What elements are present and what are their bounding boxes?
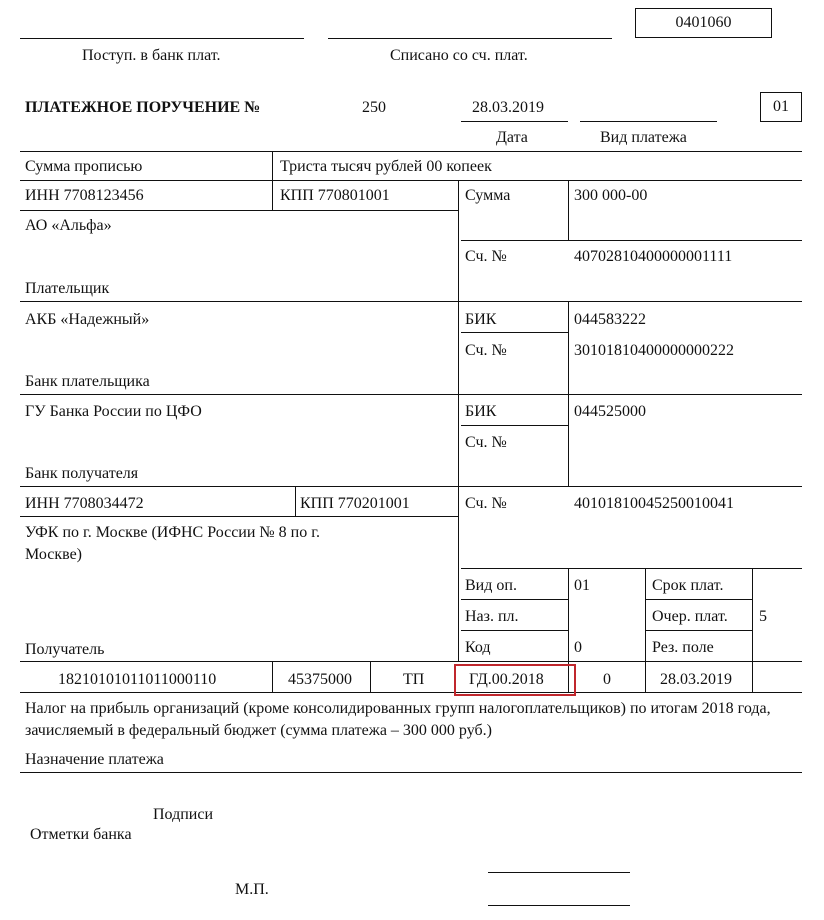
signatures-label: Подписи [153, 806, 214, 823]
payer-account-value: 40702810400000001111 [574, 248, 733, 265]
amount-label: Сумма [465, 187, 511, 204]
doc-date-value: 28.03.2019 [660, 671, 732, 688]
payer-kpp: КПП 770801001 [280, 187, 390, 204]
grid-line [20, 661, 802, 662]
amount-words-value: Триста тысяч рублей 00 копеек [280, 158, 492, 175]
grid-line [295, 486, 296, 516]
received-label: Поступ. в банк плат. [82, 47, 221, 64]
payer-bank-name: АКБ «Надежный» [25, 311, 150, 328]
grid-line [645, 568, 646, 692]
grid-line [461, 568, 802, 569]
payer-bank-account-value: 30101810400000000222 [574, 342, 734, 359]
grid-line [645, 630, 752, 631]
grid-line [461, 332, 568, 333]
grid-line [20, 692, 802, 693]
grid-line [458, 180, 459, 661]
payer-bank-bik-label: БИК [465, 311, 497, 328]
purpose-text: Налог на прибыль организаций (кроме консолидированных групп налогоплательщиков) по итогам 2018 года, зачисляемый в федеральный бюджет (сумма платежа – 300 000 руб.) [25, 700, 771, 740]
payer-bank-account-label: Сч. № [465, 342, 507, 359]
payee-bank-name: ГУ Банка России по ЦФО [25, 403, 202, 420]
grid-line [20, 772, 802, 773]
grid-line [568, 180, 569, 240]
basis-value: ТП [403, 671, 425, 688]
amount-value: 300 000-00 [574, 187, 648, 204]
payment-type-label: Вид платежа [600, 129, 687, 146]
order-label: Очер. плат. [652, 608, 728, 625]
date-label: Дата [496, 129, 528, 146]
grid-line [20, 486, 802, 487]
kbk-value: 18210101011011000110 [58, 671, 217, 688]
op-type-label: Вид оп. [465, 577, 517, 594]
grid-line [20, 180, 802, 181]
grid-line [370, 661, 371, 692]
payer-label: Плательщик [25, 280, 110, 297]
payee-account-value: 40101810045250010041 [574, 495, 734, 512]
debited-label: Списано со сч. плат. [390, 47, 528, 64]
code-value: 0 [574, 639, 582, 656]
grid-line [20, 151, 802, 152]
bank-marks-label: Отметки банка [30, 826, 132, 843]
grid-line [568, 301, 569, 394]
grid-line [645, 599, 752, 600]
order-value: 5 [759, 608, 767, 625]
debited-line [328, 38, 612, 39]
payee-bank-account-label: Сч. № [465, 434, 507, 451]
grid-line [20, 516, 458, 517]
amount-words-label: Сумма прописью [25, 158, 143, 175]
doc-number-value: 0 [603, 671, 611, 688]
grid-line [461, 425, 568, 426]
code-label: Код [465, 639, 491, 656]
grid-line [272, 661, 273, 692]
grid-line [20, 210, 458, 211]
period-highlight [454, 664, 576, 696]
document-number: 250 [362, 99, 386, 116]
purpose-label: Назначение платежа [25, 751, 164, 768]
payee-inn: ИНН 7708034472 [25, 495, 144, 512]
reserve-label: Рез. поле [652, 639, 714, 656]
grid-line [461, 630, 568, 631]
grid-line [752, 568, 753, 692]
payee-bank-bik-value: 044525000 [574, 403, 646, 420]
stamp-label: М.П. [235, 881, 269, 898]
form-code-box [635, 8, 772, 38]
grid-line [20, 394, 802, 395]
grid-line [461, 240, 802, 241]
op-type-value: 01 [574, 577, 590, 594]
signature-line-1 [488, 872, 630, 873]
payee-bank-bik-label: БИК [465, 403, 497, 420]
received-line [20, 38, 304, 39]
payee-bank-label: Банк получателя [25, 465, 139, 482]
payer-bank-bik-value: 044583222 [574, 311, 646, 328]
payee-account-label: Сч. № [465, 495, 507, 512]
date-underline [461, 121, 568, 122]
payer-account-label: Сч. № [465, 248, 507, 265]
document-date: 28.03.2019 [472, 99, 544, 116]
status-code-box [760, 92, 802, 122]
payer-inn: ИНН 7708123456 [25, 187, 144, 204]
oktmo-value: 45375000 [288, 671, 352, 688]
form-code: 0401060 [675, 14, 732, 31]
payee-name: УФК по г. Москве (ИФНС России № 8 по г. Москве) [25, 524, 320, 564]
purpose-code-label: Наз. пл. [465, 608, 519, 625]
status-code: 01 [773, 98, 789, 115]
grid-line [272, 151, 273, 210]
payer-bank-label: Банк плательщика [25, 373, 150, 390]
payment-type-underline [580, 121, 717, 122]
term-label: Срок плат. [652, 577, 724, 594]
period-value: ГД.00.2018 [469, 671, 544, 688]
grid-line [461, 599, 568, 600]
payee-label: Получатель [25, 641, 105, 658]
document-title: ПЛАТЕЖНОЕ ПОРУЧЕНИЕ № [25, 99, 261, 116]
grid-line [568, 394, 569, 486]
signature-line-2 [488, 905, 630, 906]
payer-name: АО «Альфа» [25, 217, 112, 234]
grid-line [20, 301, 802, 302]
payee-kpp: КПП 770201001 [300, 495, 410, 512]
